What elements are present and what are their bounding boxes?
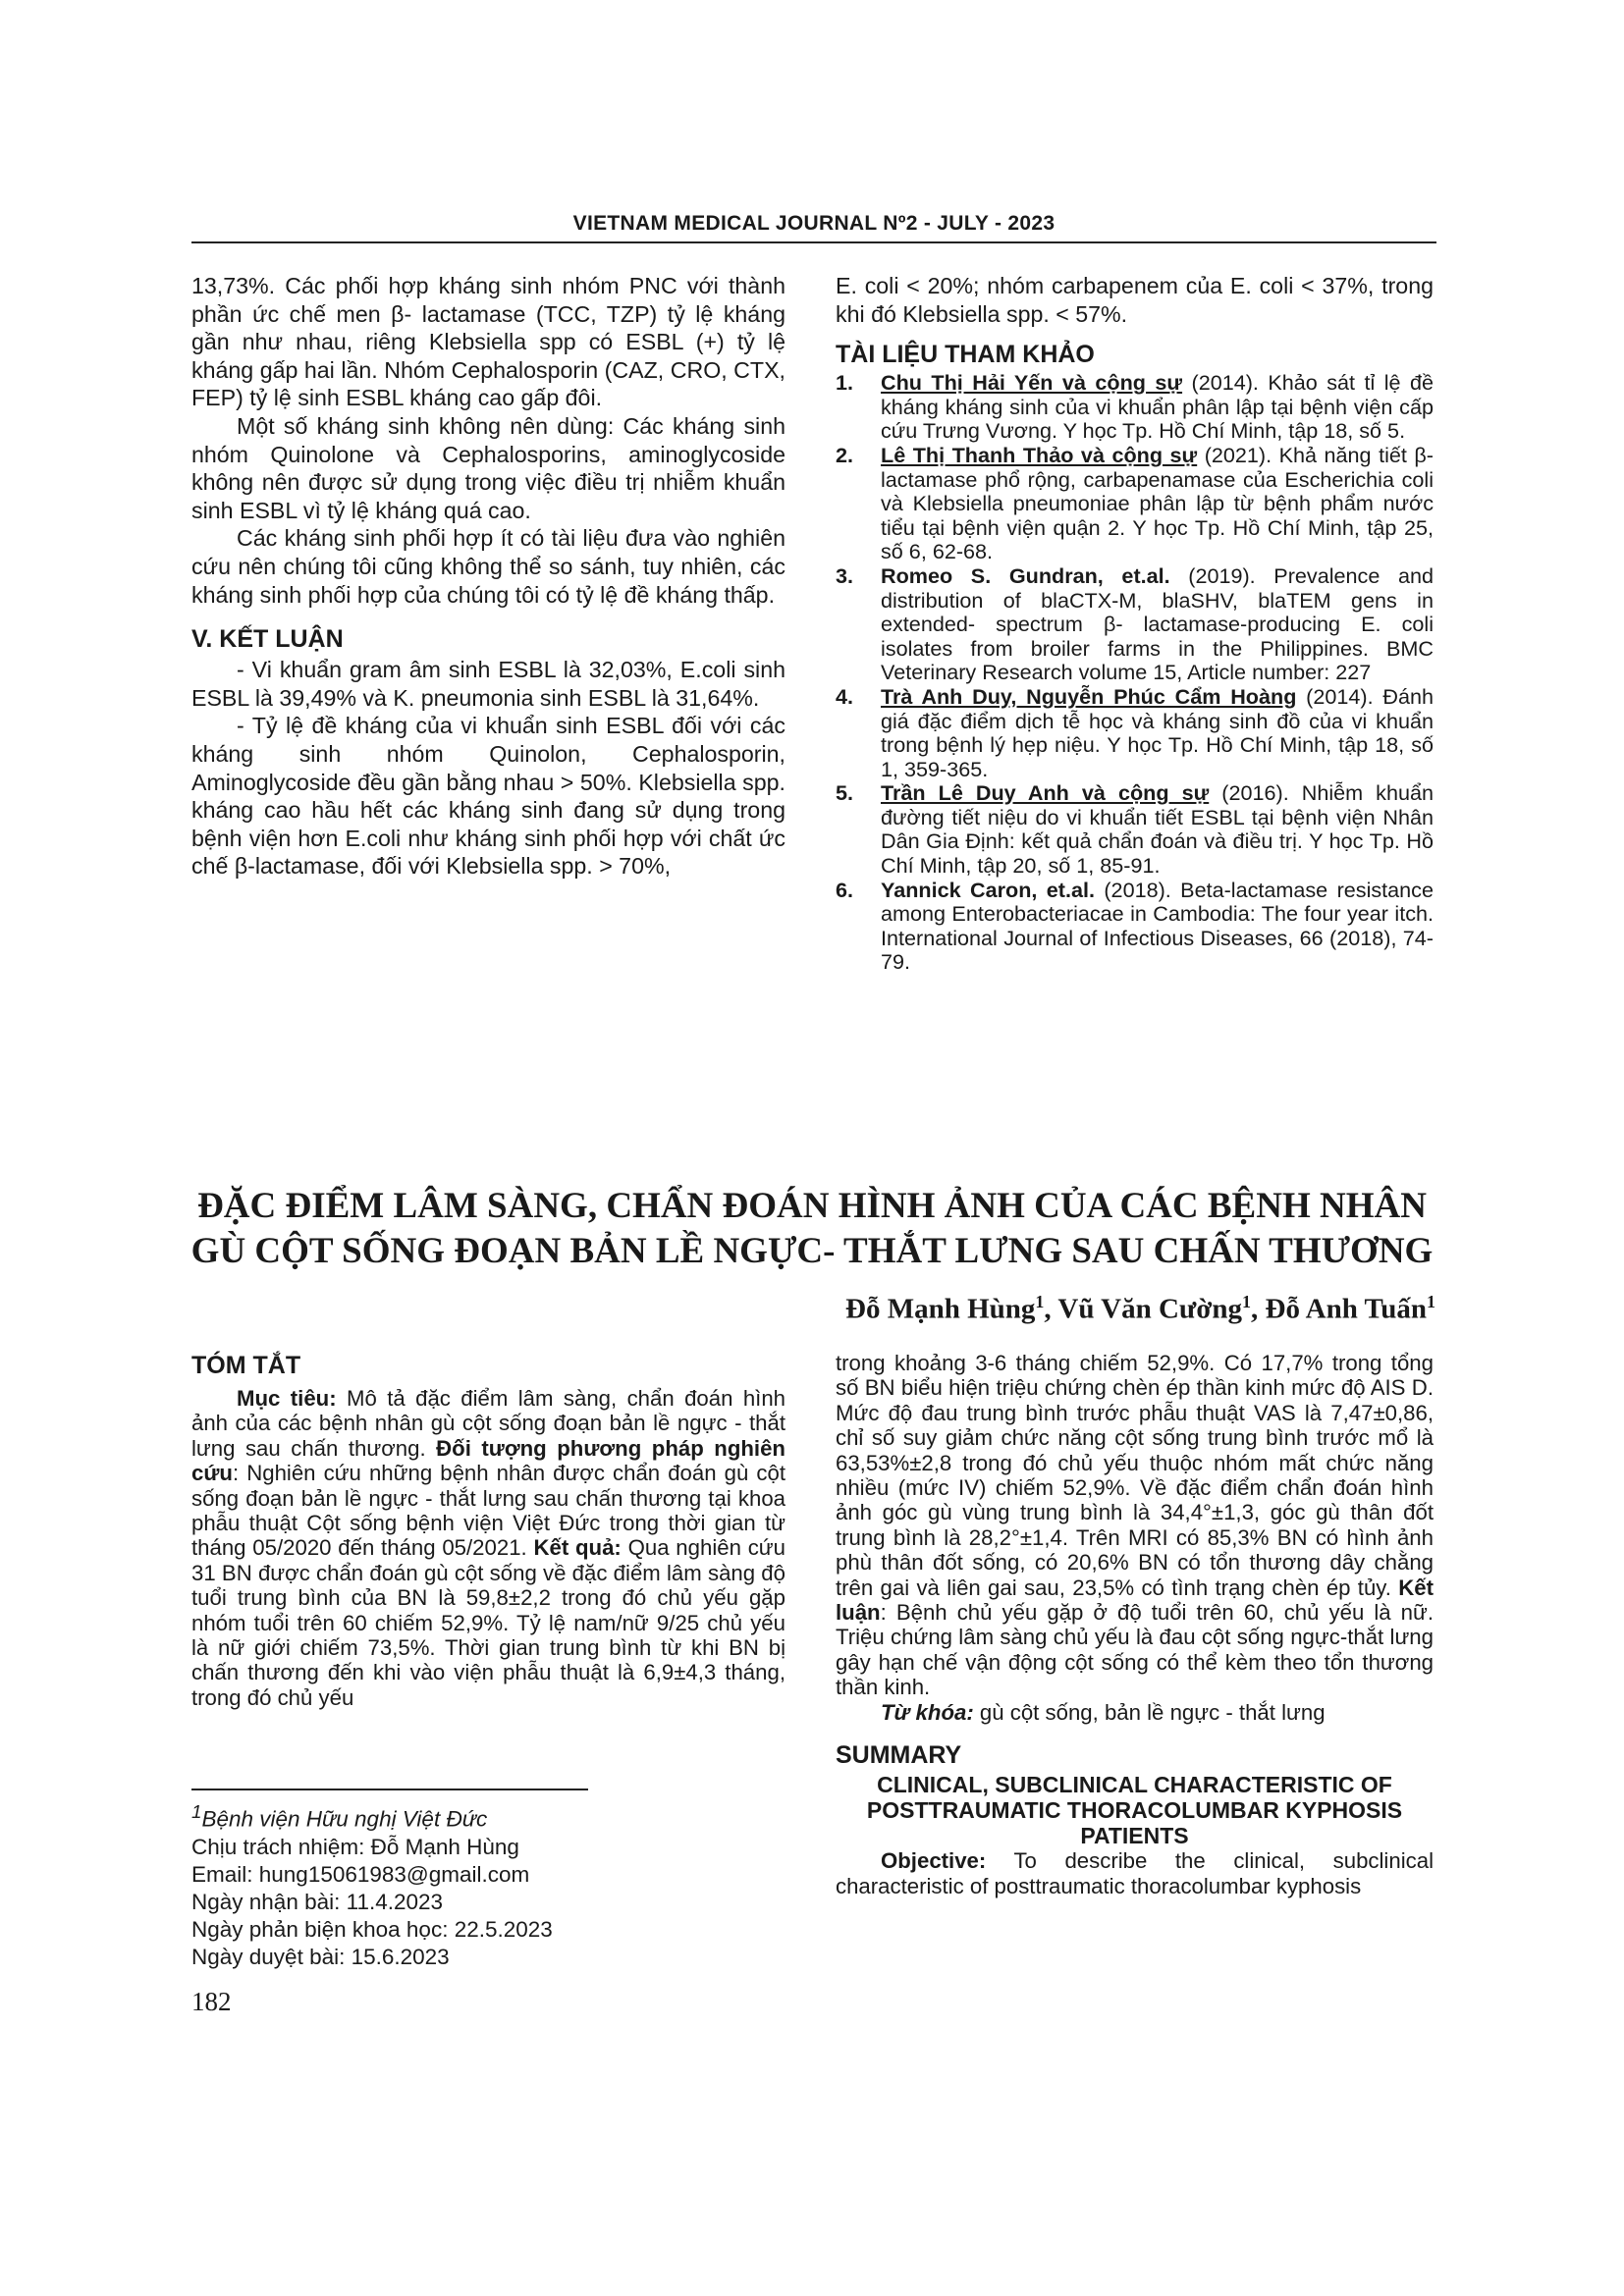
- left-column: [191, 272, 785, 881]
- article-title-line-2: GÙ CỘT SỐNG ĐOẠN BẢN LỀ NGỰC- THẮT LƯNG SAU CHẤN THƯƠNG: [190, 1231, 1434, 1271]
- reference-item: 2. Lê Thị Thanh Thảo và cộng sự (2021). Khả năng tiết β-lactamase phổ rộng, carbapenamase của Escherichia coli và Klebsiella pneumoniae phân lập từ bệnh phẩm nước tiểu tại bệnh viện quận 2. Y học Tp. Hồ Chí Minh, tập 25, số 6, 62-68.: [836, 442, 1434, 564]
- conclusion-heading: V. KẾT LUẬN: [191, 625, 344, 654]
- reference-item: 5. Trần Lê Duy Anh và cộng sự (2016). Nhiễm khuẩn đường tiết niệu do vi khuẩn tiết ESBL tại bệnh viện Nhân Dân Gia Định: kết quả chẩn đoán và điều trị. Y học Tp. Hồ Chí Minh, tập 20, số 1, 85-91.: [836, 780, 1434, 879]
- article-authors: Đỗ Mạnh Hùng$^1$, Vũ Văn Cường$^1$, Đỗ Anh Tuấn$^1$: [845, 1292, 1435, 1325]
- abstract-left: [191, 1349, 785, 1710]
- conclusion-item-1: - Vi khuẩn gram âm sinh ESBL là 32,03%, E.coli sinh ESBL là 39,49% và K. pneumonia sinh ESBL là 31,64%.: [191, 657, 785, 711]
- author-name: Đỗ Mạnh Hùng: [845, 1293, 1036, 1325]
- journal-header: VIETNAM MEDICAL JOURNAL Nº2 - JULY - 2023: [572, 212, 1056, 235]
- footnote-reviewed: Ngày phản biện khoa học: 22.5.2023: [191, 1916, 553, 1942]
- abstract-body: Mục tiêu: Mô tả đặc điểm lâm sàng, chẩn đoán hình ảnh của các bệnh nhân gù cột sống đoạn bản lề ngực - thắt lưng sau chấn thương. Đối tượng phương pháp nghiên cứu: Nghiên cứu những bệnh nhân được chẩn đoán gù cột sống đoạn bản lề ngực - thắt lưng sau chấn thương tại khoa phẫu thuật Cột sống bệnh viện Việt Đức trong thời gian từ tháng 05/2020 đến tháng 05/2021. Kết quả: Qua nghiên cứu 31 BN được chẩn đoán gù cột sống về đặc điểm lâm sàng độ tuổi trung bình của BN là 59,8±2,2 trong đó chủ yếu gặp nhóm tuổi trên 60 chiếm 52,9%. Tỷ lệ nam/nữ 9/25 chủ yếu là nữ giới chiếm 73,5%. Thời gian trung bình từ khi BN bị chấn thương đến khi vào viện phẫu thuật là 6,9±4,3 tháng, trong đó chủ yếu: [191, 1386, 786, 1710]
- abstract-continuation: trong khoảng 3-6 tháng chiếm 52,9%. Có 17,7% trong tổng số BN biểu hiện triệu chứng chèn ép thần kinh mức độ AIS D. Mức độ đau trung bình trước phẫu thuật VAS là 7,47±0,86, chỉ số suy giảm chức năng cột sống trung bình trước mổ là 63,53%±2,8 trong đó chủ yếu thuộc nhóm mất chức năng nhiều (mức IV) chiếm 52,9%. Về đặc điểm chẩn đoán hình ảnh góc gù vùng trung bình là 34,4°±1,3, góc gù thân đốt trung bình là 28,2°±1,4. Trên MRI có 85,3% BN có hình ảnh phù thân đốt sống, có 20,6% BN có tổn thương dây chằng trên gai và liên gai sau, 23,5% có tình trạng chèn ép tủy. Kết luận: Bệnh chủ yếu gặp ở độ tuổi trên 60, chủ yếu là nữ. Triệu chứng lâm sàng chủ yếu là đau cột sống ngực-thắt lưng gây hạn chế vận động cột sống có thể kèm theo tổn thương thần kinh.: [836, 1351, 1434, 1700]
- summary-objective: Objective: To describe the clinical, subclinical characteristic of posttraumatic thoracolumbar kyphosis: [836, 1848, 1434, 1898]
- discussion-paragraph-2: Một số kháng sinh không nên dùng: Các kháng sinh nhóm Quinolone và Cephalosporins, aminoglycoside không nên được sử dụng trong việc điều trị nhiễm khuẩn sinh ESBL vì tỷ lệ kháng quá cao.: [191, 412, 785, 523]
- footnote-affiliation: $^1$Bệnh viện Hữu nghị Việt Đức: [191, 1801, 488, 1832]
- footnote-responsible: Chịu trách nhiệm: Đỗ Mạnh Hùng: [191, 1834, 519, 1859]
- conclusion-item-2: - Tỷ lệ đề kháng của vi khuẩn sinh ESBL đối với các kháng sinh nhóm Quinolon, Cephalosporin, Aminoglycoside đều gần bằng nhau > 50%. Klebsiella spp. kháng cao hầu hết các kháng sinh đang sử dụng trong bệnh viện hơn E.coli như kháng sinh phối hợp với chất ức chế β-lactamase, đối với Klebsiella spp. > 70%,: [191, 713, 785, 880]
- reference-list: [836, 371, 1434, 975]
- footnote-accepted: Ngày duyệt bài: 15.6.2023: [191, 1944, 450, 1969]
- footnote-rule: [191, 1789, 588, 1790]
- summary-title: CLINICAL, SUBCLINICAL CHARACTERISTIC OF POSTTRAUMATIC THORACOLUMBAR KYPHOSIS PATIENTS: [866, 1772, 1403, 1849]
- article-title: [128, 1184, 1496, 1274]
- discussion-paragraph-1: 13,73%. Các phối hợp kháng sinh nhóm PNC với thành phần ức chế men β- lactamase (TCC, TZP) tỷ lệ kháng gần như nhau, riêng Klebsiella spp có ESBL (+) tỷ lệ kháng gấp hai lần. Nhóm Cephalosporin (CAZ, CRO, CTX, FEP) tỷ lệ sinh ESBL kháng cao gấp đôi.: [191, 273, 785, 411]
- summary-heading: SUMMARY: [836, 1741, 962, 1770]
- author-name: Vũ Văn Cường: [1057, 1293, 1243, 1325]
- footnote: [191, 1798, 553, 1971]
- footnote-received: Ngày nhận bài: 11.4.2023: [191, 1889, 444, 1914]
- discussion-paragraph-3: Các kháng sinh phối hợp ít có tài liệu đưa vào nghiên cứu nên chúng tôi cũng không thể so sánh, tuy nhiên, các kháng sinh phối hợp của chúng tôi có tỷ lệ đề kháng thấp.: [191, 525, 785, 608]
- author-name: Đỗ Anh Tuấn: [1265, 1293, 1427, 1325]
- conclusion-continuation: E. coli < 20%; nhóm carbapenem của E. coli < 37%, trong khi đó Klebsiella spp. < 57%.: [836, 273, 1434, 327]
- abstract-heading: TÓM TẮT: [191, 1352, 301, 1379]
- page-number: 182: [191, 1987, 232, 2016]
- references-heading: TÀI LIỆU THAM KHẢO: [836, 341, 1095, 369]
- reference-item: 4. Trà Anh Duy, Nguyễn Phúc Cẩm Hoàng (2014). Đánh giá đặc điểm dịch tễ học và kháng sinh đồ của vi khuẩn trong bệnh lý hẹp niệu. Y học Tp. Hồ Chí Minh, tập 18, số 1, 359-365.: [836, 683, 1435, 781]
- article-title-line-1: ĐẶC ĐIỂM LÂM SÀNG, CHẨN ĐOÁN HÌNH ẢNH CỦA CÁC BỆNH NHÂN: [197, 1186, 1427, 1226]
- abstract-right: [836, 1351, 1434, 1898]
- reference-item: 1. Chu Thị Hải Yến và cộng sự (2014). Khảo sát tỉ lệ đề kháng kháng sinh của vi khuẩn phân lập tại bệnh viện cấp cứu Trưng Vương. Y học Tp. Hồ Chí Minh, tập 18, số 5.: [836, 370, 1434, 444]
- right-column: [836, 272, 1434, 975]
- reference-item: 3. Romeo S. Gundran, et.al. (2019). Prevalence and distribution of blaCTX-M, blaSHV, blaTEM gens in extended- spectrum β- lactamase-producing E. coli isolates from broiler farms in the Philippines. BMC Veterinary Research volume 15, Article number: 227: [836, 562, 1434, 685]
- header-rule: [191, 241, 1436, 243]
- reference-item: 6. Yannick Caron, et.al. (2018). Beta-lactamase resistance among Enterobacteriacae in Cambodia: The four year itch. International Journal of Infectious Diseases, 66 (2018), 74-79.: [836, 877, 1434, 975]
- keywords: Từ khóa: gù cột sống, bản lề ngực - thắt lưng: [881, 1699, 1326, 1725]
- footnote-email: Email: hung15061983@gmail.com: [191, 1861, 530, 1887]
